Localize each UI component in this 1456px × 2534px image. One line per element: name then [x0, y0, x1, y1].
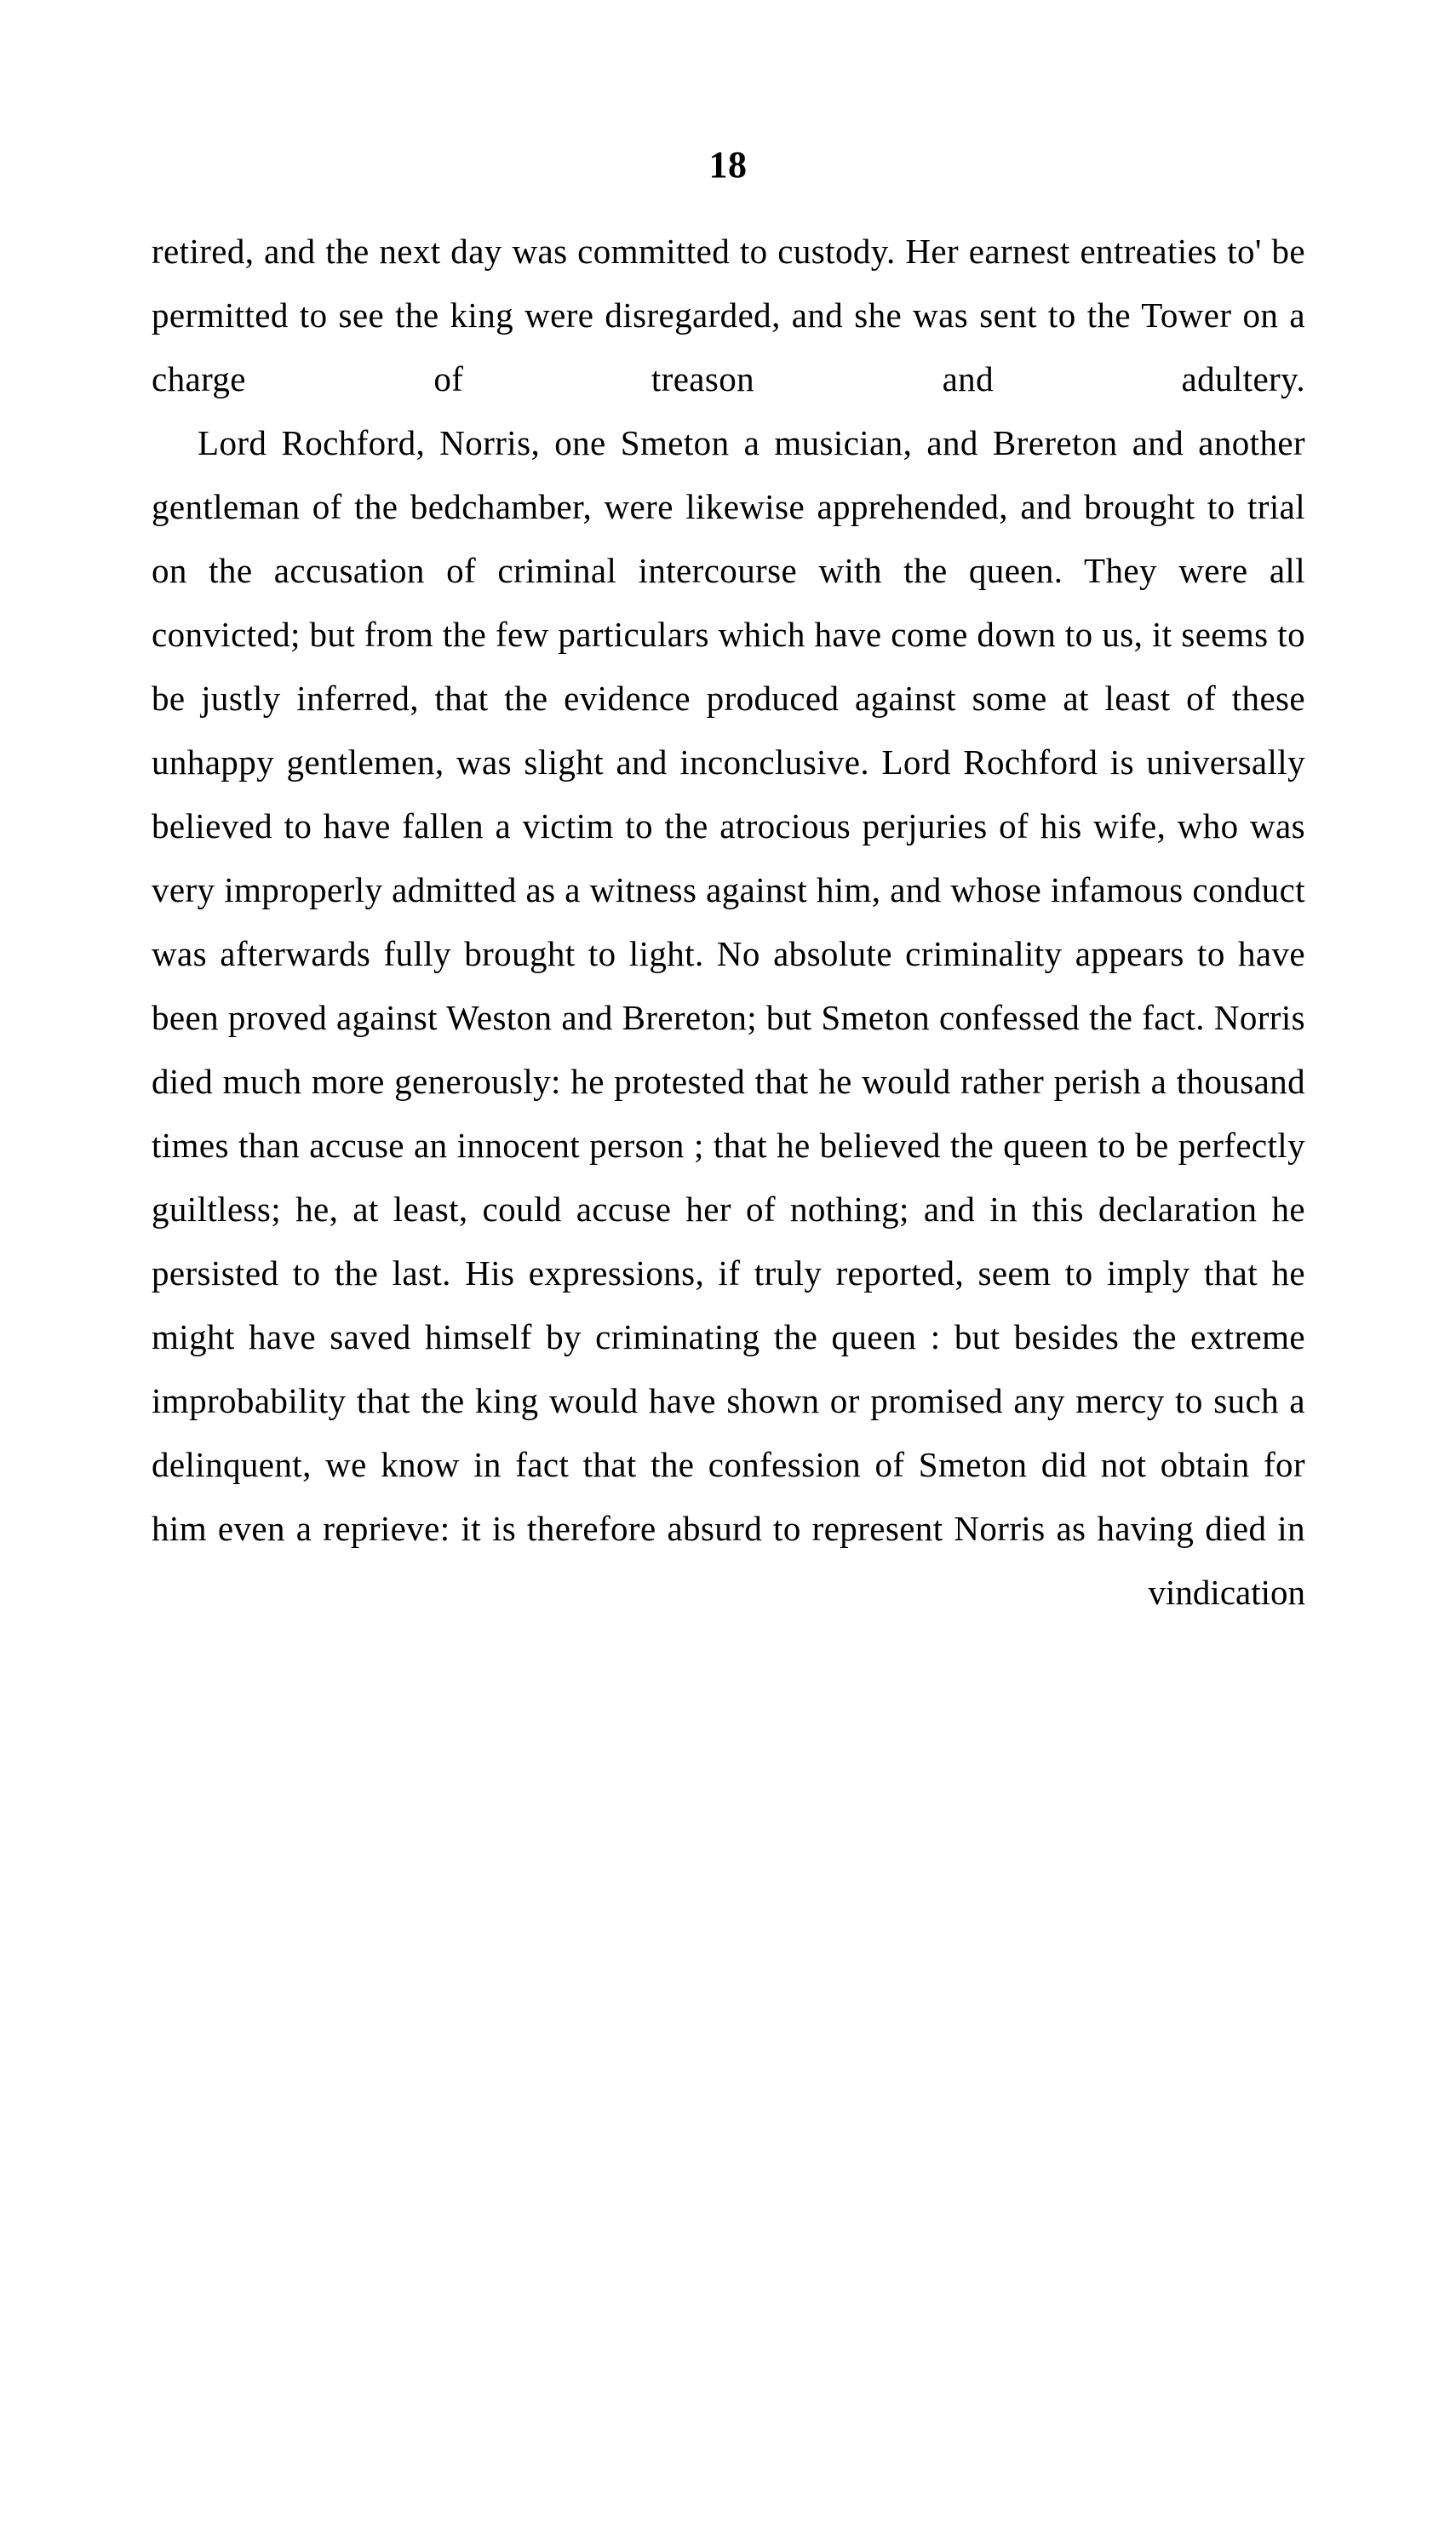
page-body [152, 220, 1305, 1625]
paragraph-2: Lord Rochford, Norris, one Smeton a musician, and Brereton and another gentleman of the bedchamber, were likewise apprehended, and brought to trial on the accusation of criminal intercourse with the queen. They were all convicted; but from the few particulars which have come down to us, it seems to be justly inferred, that the evidence produced against some at least of these unhappy gentlemen, was slight and inconclusive. Lord Rochford is universally believed to have fallen a victim to the atrocious perjuries of his wife, who was very improperly admitted as a witness against him, and whose infamous conduct was afterwards fully brought to light. No absolute criminality appears to have been proved against Weston and Brereton; but Smeton confessed the fact. Norris died much more generously: he protested that he would rather perish a thousand times than accuse an innocent person ; that he believed the queen to be perfectly guiltless; he, at least, could accuse her of nothing; and in this declaration he persisted to the last. His expressions, if truly reported, seem to imply that he might have saved himself by criminating the queen : but besides the extreme improbability that the king would have shown or promised any mercy to such a delinquent, we know in fact that the confession of Smeton did not obtain for him even a reprieve: it is therefore absurd to represent Norris as having died in [152, 423, 1305, 1548]
page-number: 18 [708, 144, 748, 186]
catchword: vindication [1148, 1573, 1305, 1612]
paragraph-1: retired, and the next day was committed to custody. Her earnest entreaties to' be permitted to see the king were disregarded, and she was sent to the Tower on a charge of treason and adultery. [152, 232, 1305, 398]
